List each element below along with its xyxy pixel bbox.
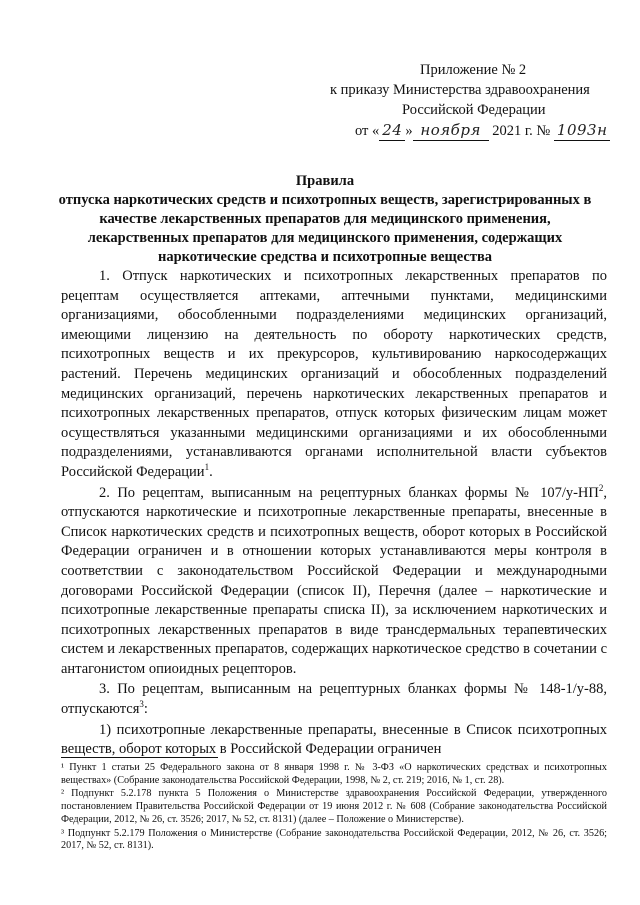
date-month-handwritten: ноября [413, 120, 489, 141]
footnote-divider [61, 757, 218, 758]
date-prefix: от « [355, 123, 380, 139]
ministry-name: Российской Федерации [402, 102, 546, 118]
date-quote-close: » [405, 123, 413, 139]
paragraph-3-item-1: 1) психотропные лекарственные препараты, внесенные в Список психотропных веществ, оборот которых в Российской Федерации ограничен [61, 721, 607, 758]
footnotes [61, 762, 607, 854]
footnote-1: ¹ Пункт 1 статьи 25 Федерального закона от 8 января 1998 г. № 3-ФЗ «О наркотических средствах и психотропных веществах» (Собрание законодательства Российской Федерации, 1998, № 2, ст. 219; 2016, № 1, ст. 28). [61, 762, 607, 786]
footnote-ref-1[interactable]: 1 [204, 462, 210, 473]
document-title [55, 172, 595, 267]
footnote-ref-2[interactable]: 2 [598, 482, 604, 493]
order-reference: к приказу Министерства здравоохранения [330, 82, 590, 98]
order-date-line [355, 120, 610, 141]
paragraph-3: 3. По рецептам, выписанным на рецептурных бланках формы № 148-1/у-88, отпускаются$^3$: [61, 681, 607, 718]
paragraph-2: 2. По рецептам, выписанным на рецептурных бланках формы № $107/у-НП^2$, отпускаются наркотические и психотропные лекарственные препараты, внесенные в Список наркотических средств и психотропных веществ, оборот которых в Российской Федерации ограничен и в отношении которых устанавливаются меры контроля в соответствии с законодательством Российской Федерации и международными договорами Российской Федерации (список II), Перечня (далее – наркотические и психотропные лекарственные препараты списка II), за исключением наркотических и психотропных лекарственных препаратов в виде трансдермальных терапевтических систем и лекарственных препаратов, содержащих наркотическое средство в сочетании с антагонистом опиоидных рецепторов. [61, 482, 607, 677]
footnote-2: ² Подпункт 5.2.178 пункта 5 Положения о Министерстве здравоохранения Российской Федерации, утвержденного постановлением Правительства Российской Федерации от 19 июня 2012 г. № 608 (Собрание законодательства Российской Федерации, 2012, № 26, ст. 3526; 2017, № 52, ст. 8131) (далее – Положение о Министерстве). [61, 788, 607, 825]
appendix-number: Приложение № 2 [420, 62, 527, 78]
title-subtitle: отпуска наркотических средств и психотропных веществ, зарегистрированных в качестве лекарственных препаратов для медицинского применения, лекарственных препаратов для медицинского применения, содержащих наркотические средства и психотропные вещества [58, 192, 592, 265]
date-day-handwritten: 24 [379, 120, 405, 141]
paragraph-1: 1. Отпуск наркотических и психотропных лекарственных препаратов по рецептам осуществляется аптеками, аптечными пунктами, медицинскими организациями, обособленными подразделениями медицинских организаций, имеющими лицензию на деятельность по обороту наркотических средств, психотропных веществ и их прекурсоров, культивированию наркосодержащих растений. Перечень медицинских организаций и обособленных подразделений медицинских организаций, перечень наркотических лекарственных препаратов и психотропных лекарственных препаратов, отпуск которых физическим лицам может осуществляться указанными медицинскими организациями и их обособленными подразделениями, устанавливаются органами исполнительной власти субъектов Российской Федерации$^1$. [61, 268, 607, 480]
title-heading: Правила [295, 173, 355, 189]
document-body [61, 267, 607, 760]
date-year: 2021 г. № [492, 123, 551, 139]
footnote-3: ³ Подпункт 5.2.179 Положения о Министерстве (Собрание законодательства Российской Федерации, 2012, № 26, ст. 3526; 2017, № 52, ст. 8131). [61, 827, 607, 852]
order-number-handwritten: 1093н [554, 120, 611, 141]
footnote-ref-3[interactable]: 3 [139, 699, 144, 710]
